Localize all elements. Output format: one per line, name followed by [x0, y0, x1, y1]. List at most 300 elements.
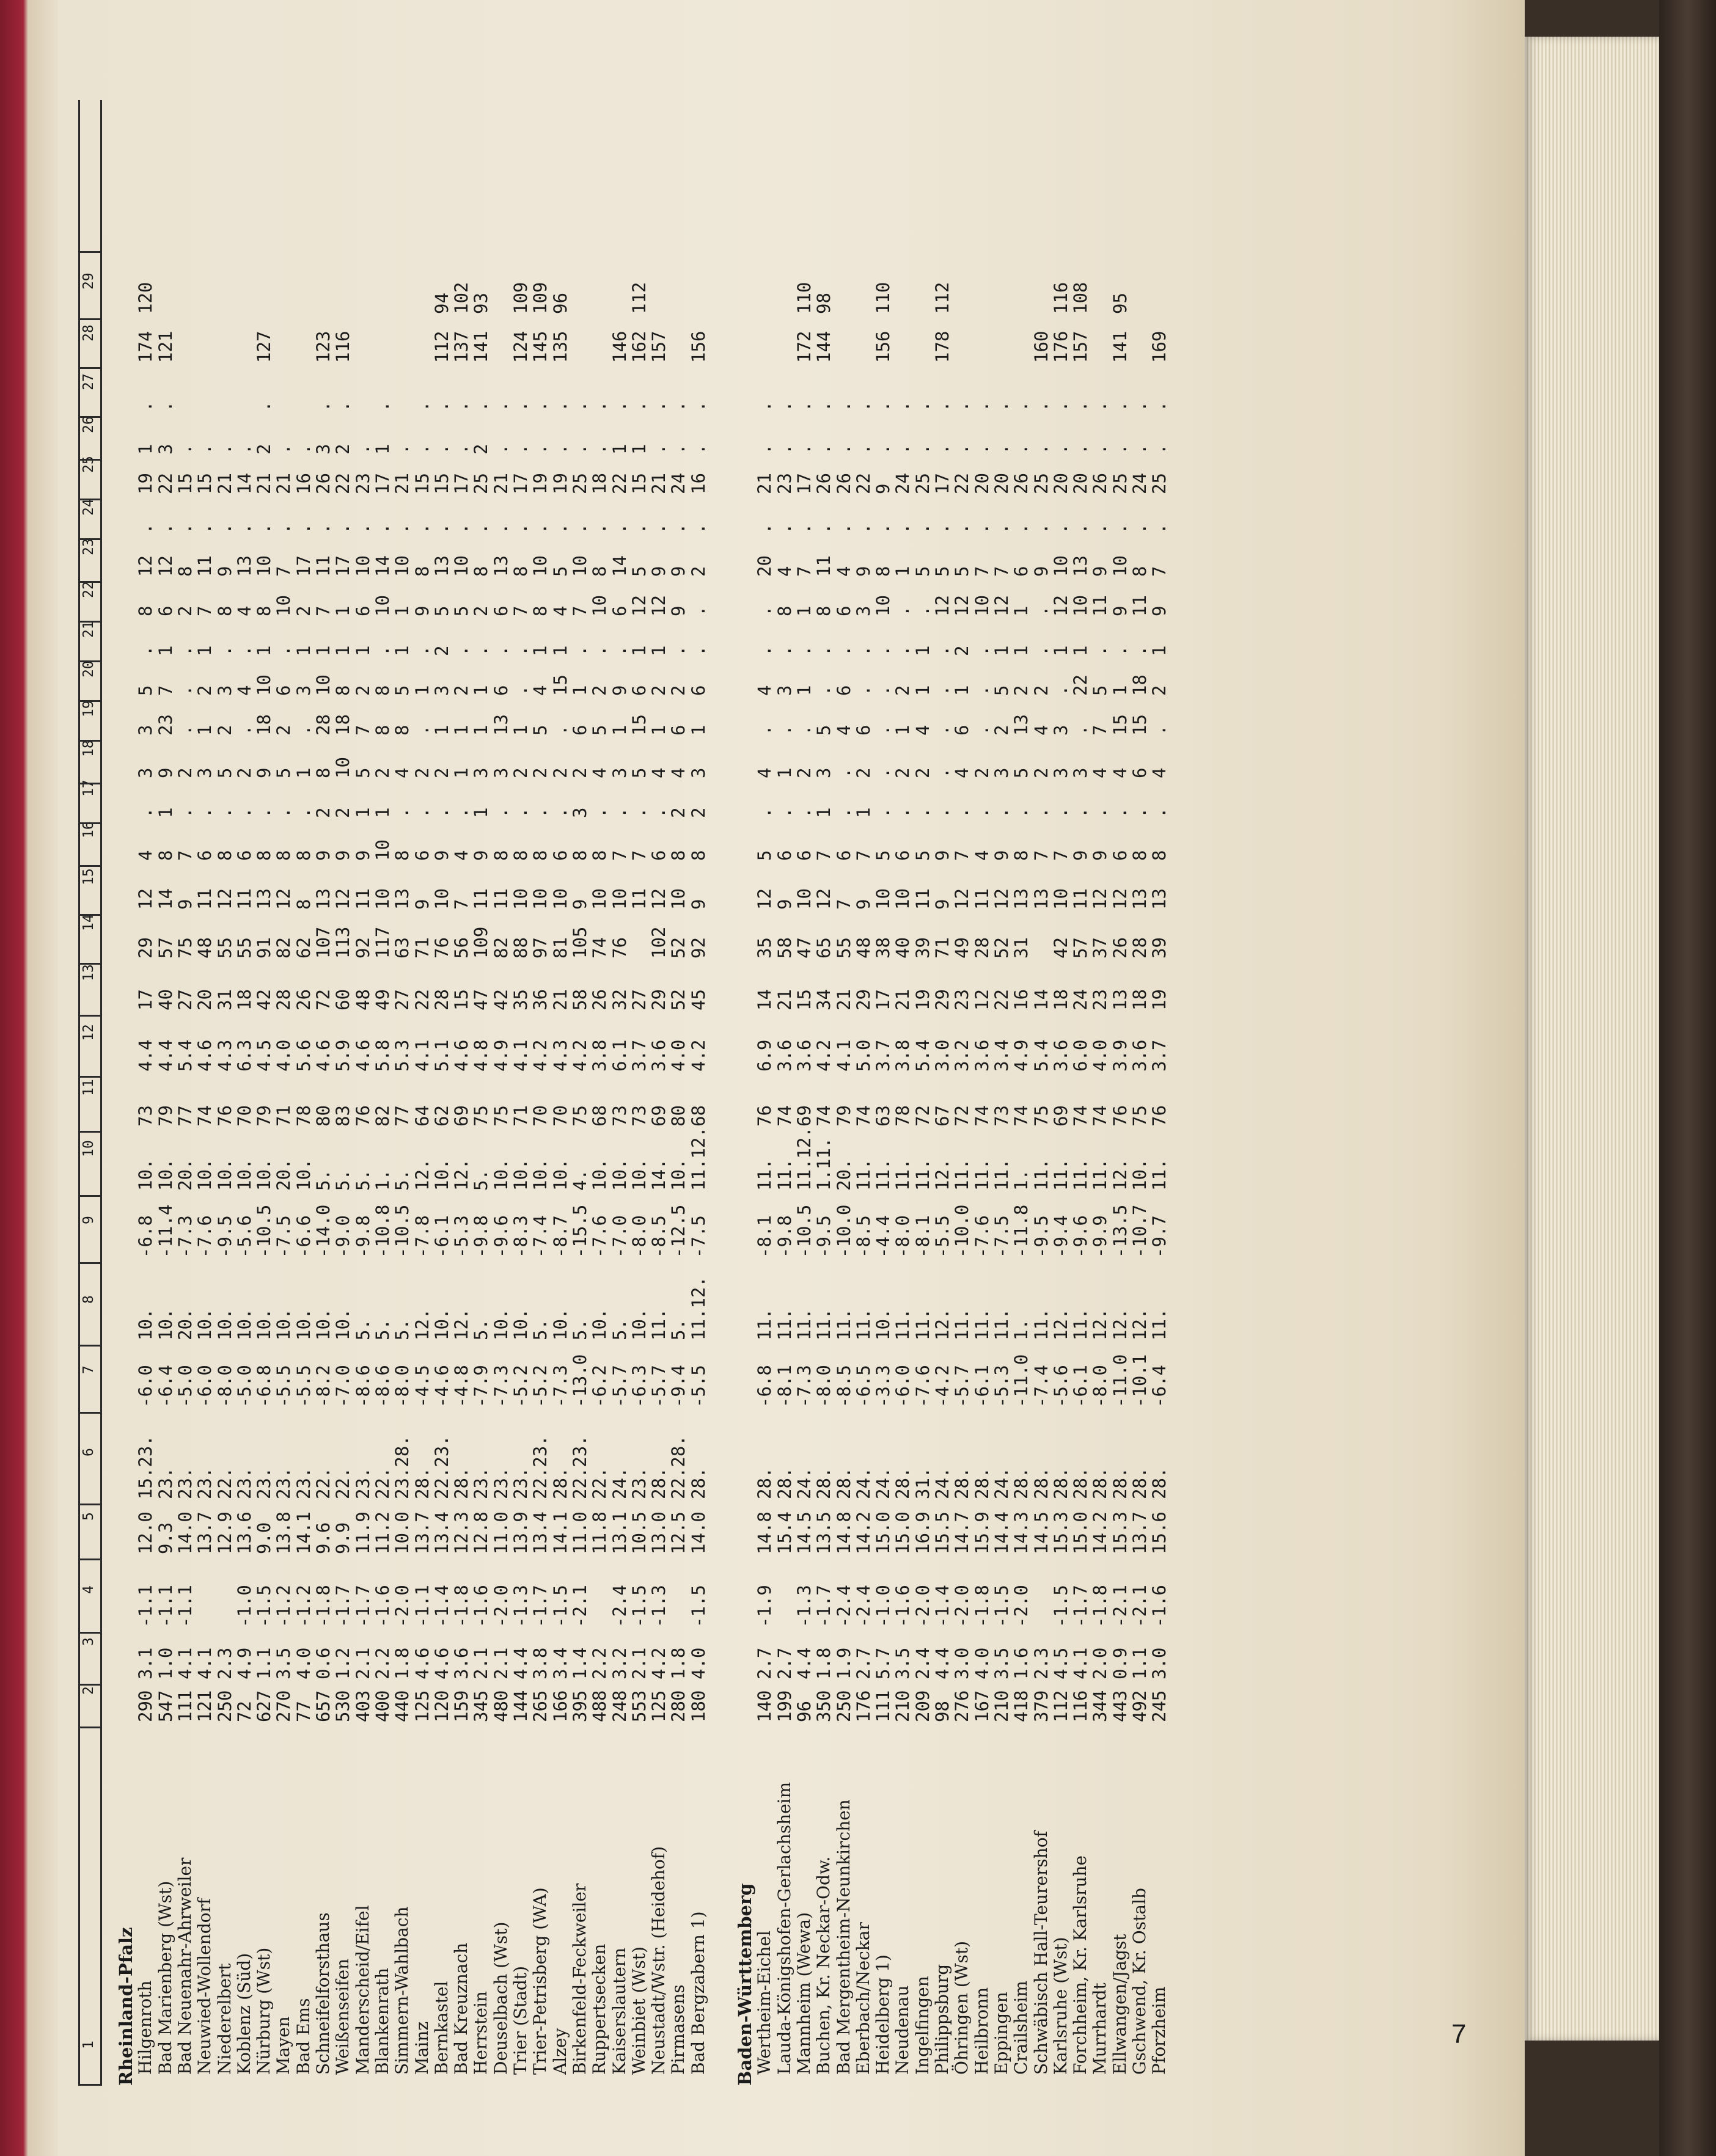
table-cell: 6	[793, 850, 815, 861]
table-cell: 1.1	[1129, 1647, 1150, 1679]
header-divider	[78, 700, 100, 702]
table-cell: 1	[471, 725, 492, 736]
table-cell: 74	[589, 937, 610, 959]
table-cell: 10.	[510, 1158, 531, 1191]
table-cell: 1	[1149, 645, 1170, 656]
table-cell: 12.	[1109, 1158, 1131, 1191]
table-cell: 11.	[1090, 1158, 1111, 1191]
table-cell: .	[628, 807, 650, 818]
table-cell: 3	[293, 685, 314, 696]
table-cell: 8	[589, 850, 610, 861]
table-cell: .	[530, 401, 551, 412]
column-header: 14	[81, 914, 97, 931]
header-divider	[78, 581, 100, 583]
station-name: Trier-Petrisberg (WA)	[530, 1887, 551, 2075]
table-cell: 15	[174, 473, 196, 494]
table-cell: 2	[952, 645, 973, 656]
table-cell: 25	[1149, 473, 1170, 494]
table-cell: .	[932, 685, 953, 696]
table-cell: 5	[431, 605, 452, 616]
table-cell: 8	[135, 605, 156, 616]
table-cell: 28.	[952, 1467, 973, 1499]
table-cell: 10	[569, 555, 590, 577]
table-cell: 109	[471, 926, 492, 959]
table-cell: 4.6	[352, 1039, 373, 1072]
table-cell: 4.3	[214, 1039, 235, 1072]
table-cell: -7.3	[490, 1365, 512, 1408]
table-cell: 1	[155, 645, 176, 656]
station-name: Lauda-Königshofen-Gerlachsheim	[774, 1781, 794, 2075]
table-cell: -1.7	[332, 1585, 354, 1628]
table-cell: .	[688, 401, 709, 412]
table-cell: .	[451, 645, 472, 656]
table-cell: 26	[813, 473, 835, 494]
header-divider	[78, 2084, 100, 2086]
table-cell: 12.	[411, 1308, 433, 1340]
table-cell: 10	[392, 555, 413, 577]
table-cell: 15.3	[1109, 1511, 1131, 1554]
table-cell: 6	[952, 725, 973, 736]
table-cell: 11	[1070, 888, 1091, 910]
table-cell: 23.	[233, 1467, 255, 1499]
table-cell: 12	[971, 989, 992, 1010]
table-cell: -5.0	[174, 1365, 196, 1408]
table-cell: 10	[971, 595, 992, 616]
table-cell: -14.0	[313, 1204, 334, 1258]
table-cell: .	[754, 401, 776, 412]
table-cell: 7	[833, 899, 854, 910]
table-cell: 23	[352, 473, 373, 494]
header-divider	[78, 783, 100, 784]
table-cell: 2	[688, 807, 709, 818]
table-cell: 76	[754, 1105, 776, 1127]
table-cell: .	[1070, 523, 1091, 534]
table-cell: 1.	[1011, 1169, 1032, 1191]
table-cell: 10	[254, 555, 275, 577]
table-cell: 6	[155, 605, 176, 616]
table-cell: 15	[628, 473, 650, 494]
table-cell: 21	[214, 473, 235, 494]
table-cell: .	[1050, 401, 1071, 412]
table-cell: .	[254, 523, 275, 534]
table-cell: -9.7	[1149, 1215, 1170, 1258]
table-cell: 8	[873, 566, 894, 577]
table-cell: 3.4	[549, 1647, 571, 1679]
table-cell: 480	[490, 1690, 512, 1722]
table-cell: -1.4	[431, 1585, 452, 1628]
table-cell: -5.5	[932, 1215, 953, 1258]
station-name: Crailsheim	[1011, 1981, 1032, 2075]
table-cell: .	[1050, 685, 1071, 696]
table-cell: -1.6	[471, 1585, 492, 1628]
table-cell: 6	[774, 850, 795, 861]
table-cell: 245	[1149, 1690, 1170, 1722]
table-cell: .	[833, 444, 854, 455]
station-name: Eppingen	[991, 1992, 1011, 2075]
table-cell: 21	[648, 473, 670, 494]
table-cell: 5	[352, 767, 373, 778]
table-cell: .	[451, 401, 472, 412]
table-cell: 69	[648, 1105, 670, 1127]
table-cell: 3.0	[1149, 1647, 1170, 1679]
table-cell: 14	[372, 555, 393, 577]
table-cell: 2	[273, 725, 295, 736]
table-cell: 13	[254, 888, 275, 910]
table-cell: 9	[411, 899, 433, 910]
table-cell: .	[912, 605, 933, 616]
table-cell: .	[1050, 807, 1071, 818]
column-header: 18	[81, 740, 97, 757]
table-cell: 22.	[214, 1467, 235, 1499]
table-cell: 7	[1149, 566, 1170, 577]
table-cell: -1.0	[233, 1585, 255, 1628]
table-cell: 13.6	[233, 1511, 255, 1554]
table-cell: 29	[932, 989, 953, 1010]
table-cell: 10.	[589, 1158, 610, 1191]
table-cell: -1.7	[352, 1585, 373, 1628]
column-header: 9	[81, 1216, 97, 1224]
table-cell: .	[471, 645, 492, 656]
table-cell: 9	[313, 850, 334, 861]
table-cell: -7.5	[273, 1215, 295, 1258]
column-header: 17	[81, 780, 97, 797]
table-cell: 13	[490, 714, 512, 736]
table-cell: -1.4	[932, 1585, 953, 1628]
table-cell: 20	[1070, 473, 1091, 494]
table-cell: .	[853, 645, 874, 656]
table-cell: 12	[952, 595, 973, 616]
table-cell: 3	[1070, 767, 1091, 778]
table-cell: -1.5	[254, 1585, 275, 1628]
table-cell: 11.	[1030, 1158, 1052, 1191]
table-cell: 102	[451, 282, 472, 314]
table-cell: 105	[569, 926, 590, 959]
table-cell: 1	[332, 645, 354, 656]
table-cell: 77	[392, 1105, 413, 1127]
table-cell: -1.7	[1070, 1585, 1091, 1628]
table-cell: 63	[392, 937, 413, 959]
table-cell: -13.0	[569, 1354, 590, 1408]
table-cell: -4.4	[873, 1215, 894, 1258]
table-cell: -1.8	[971, 1585, 992, 1628]
table-cell: 110	[873, 282, 894, 314]
column-header: 11	[81, 1079, 97, 1096]
table-cell: .	[293, 523, 314, 534]
table-cell: 14	[754, 989, 776, 1010]
table-cell: 4.2	[648, 1647, 670, 1679]
table-cell: -8.5	[833, 1365, 854, 1408]
table-cell: .	[873, 767, 894, 778]
table-cell: 31	[214, 989, 235, 1010]
table-cell: 4	[912, 725, 933, 736]
table-cell: 1	[392, 605, 413, 616]
table-cell: 4.0	[273, 1039, 295, 1072]
table-cell: 4.0	[971, 1647, 992, 1679]
table-cell: 4.1	[833, 1039, 854, 1072]
table-cell: 22.28.	[668, 1435, 689, 1499]
table-cell: 57	[155, 937, 176, 959]
table-cell: 12.	[451, 1308, 472, 1340]
table-cell: 22	[609, 473, 630, 494]
table-cell: 110	[793, 282, 815, 314]
table-cell: -10.5	[254, 1204, 275, 1258]
header-divider	[78, 318, 100, 320]
station-name: Forchheim, Kr. Karlsruhe	[1070, 1855, 1091, 2075]
table-cell: 7	[352, 725, 373, 736]
table-cell: .	[1109, 444, 1131, 455]
table-cell: 2	[431, 645, 452, 656]
table-cell: 23.	[471, 1467, 492, 1499]
table-cell: .	[510, 444, 531, 455]
table-cell: 22	[332, 473, 354, 494]
table-cell: 6	[273, 685, 295, 696]
table-cell: 1	[648, 725, 670, 736]
page-number: 7	[1451, 2019, 1467, 2049]
table-cell: .	[668, 645, 689, 656]
table-cell: .	[1149, 807, 1170, 818]
station-name: Schwäbisch Hall-Teurershof	[1030, 1831, 1051, 2075]
station-name: Bad Ems	[293, 1998, 314, 2075]
table-cell: 7	[569, 605, 590, 616]
table-cell: 78	[892, 1105, 914, 1127]
table-cell: 28.	[833, 1467, 854, 1499]
column-header: 1	[81, 2041, 97, 2049]
table-cell: 112	[932, 282, 953, 314]
table-cell: -1.6	[892, 1585, 914, 1628]
header-divider	[78, 1262, 100, 1264]
table-cell: .	[688, 605, 709, 616]
table-cell: .	[332, 523, 354, 534]
table-cell: 10	[549, 888, 571, 910]
station-name: Heidelberg 1)	[873, 1954, 893, 2075]
table-cell: 2	[589, 685, 610, 696]
table-cell: 71	[932, 937, 953, 959]
table-cell: 8	[471, 566, 492, 577]
table-cell: 76	[609, 937, 630, 959]
table-cell: 4.9	[1011, 1039, 1032, 1072]
table-cell: 9	[648, 566, 670, 577]
table-cell: 6	[892, 850, 914, 861]
table-cell: .	[1090, 401, 1111, 412]
table-cell: 418	[1011, 1690, 1032, 1722]
header-divider	[78, 1195, 100, 1197]
table-cell: 10.	[431, 1158, 452, 1191]
table-cell: 5	[991, 685, 1012, 696]
table-cell: .	[932, 725, 953, 736]
station-name: Bad Neuenahr-Ahrweiler	[174, 1857, 195, 2075]
table-cell: -11.0	[1109, 1354, 1131, 1408]
table-cell: 2	[1030, 767, 1052, 778]
table-cell: 21	[892, 989, 914, 1010]
table-cell: 17	[932, 473, 953, 494]
table-cell: 15	[411, 473, 433, 494]
table-cell: 4.6	[194, 1039, 216, 1072]
table-cell: 74	[1011, 1105, 1032, 1127]
table-cell: 1.8	[668, 1647, 689, 1679]
table-cell: 11.	[774, 1158, 795, 1191]
table-cell: 7	[793, 566, 815, 577]
table-cell: .	[853, 401, 874, 412]
table-cell: 17	[510, 473, 531, 494]
table-cell: 17	[451, 473, 472, 494]
table-cell: 167	[971, 1690, 992, 1722]
table-cell: 3.6	[774, 1039, 795, 1072]
table-cell: 35	[510, 989, 531, 1010]
column-header: 15	[81, 868, 97, 885]
table-cell: 3	[609, 767, 630, 778]
table-cell: 6	[490, 685, 512, 696]
table-cell: 2	[668, 685, 689, 696]
table-cell: 10.	[293, 1158, 314, 1191]
table-cell: 10.	[873, 1308, 894, 1340]
table-cell: 3.6	[451, 1647, 472, 1679]
table-cell: 7	[155, 685, 176, 696]
table-cell: 13.9	[510, 1511, 531, 1554]
column-header: 16	[81, 821, 97, 838]
table-cell: 28.	[688, 1467, 709, 1499]
table-cell: .	[1109, 523, 1131, 534]
table-cell: .	[194, 807, 216, 818]
table-cell: .	[293, 725, 314, 736]
table-cell: 4	[1149, 767, 1170, 778]
table-cell: 111	[174, 1690, 196, 1722]
table-cell: .	[971, 725, 992, 736]
station-name: Hilgenroth	[135, 1980, 156, 2075]
station-name: Bad Mergentheim-Neunkirchen	[833, 1799, 854, 2075]
table-cell: 18	[1050, 989, 1071, 1010]
table-cell: 2.1	[628, 1647, 650, 1679]
header-divider	[78, 1345, 100, 1347]
table-cell: 10.	[510, 1308, 531, 1340]
table-cell: 1	[609, 444, 630, 455]
table-cell: -1.9	[754, 1585, 776, 1628]
table-cell: 21	[254, 473, 275, 494]
table-cell: .	[991, 444, 1012, 455]
table-cell: .	[392, 523, 413, 534]
table-cell: -6.5	[853, 1365, 874, 1408]
table-cell: 16.9	[912, 1511, 933, 1554]
table-cell: 2	[372, 767, 393, 778]
table-cell: 11.	[754, 1308, 776, 1340]
table-cell: 146	[609, 331, 630, 363]
table-cell: -8.5	[853, 1215, 874, 1258]
table-cell: 80	[668, 1105, 689, 1127]
table-cell: 8	[372, 725, 393, 736]
table-cell: .	[510, 807, 531, 818]
table-cell: .	[155, 401, 176, 412]
table-cell: 8	[1129, 566, 1150, 577]
table-cell: 1	[293, 767, 314, 778]
table-cell: .	[1070, 444, 1091, 455]
table-cell: 22.	[372, 1467, 393, 1499]
table-cell: 28.	[813, 1467, 835, 1499]
table-cell: 69	[1050, 1105, 1071, 1127]
table-cell: -10.8	[372, 1204, 393, 1258]
table-cell: .	[451, 444, 472, 455]
table-cell: .	[569, 523, 590, 534]
table-cell: 74	[1070, 1105, 1091, 1127]
table-cell: 8	[372, 685, 393, 696]
table-cell: 5	[451, 605, 472, 616]
table-cell: 3.0	[932, 1039, 953, 1072]
table-cell: 76	[431, 937, 452, 959]
table-cell: -7.6	[971, 1215, 992, 1258]
table-cell: 443	[1109, 1690, 1131, 1722]
table-cell: .	[813, 444, 835, 455]
table-cell: 9	[609, 685, 630, 696]
table-cell: 12	[991, 595, 1012, 616]
table-cell: 26	[1011, 473, 1032, 494]
table-cell: 12.	[932, 1308, 953, 1340]
table-cell: 10	[609, 888, 630, 910]
table-cell: -6.0	[892, 1365, 914, 1408]
table-cell: 10.	[549, 1158, 571, 1191]
table-cell: -9.8	[471, 1215, 492, 1258]
table-cell: 23.	[194, 1467, 216, 1499]
header-divider	[78, 822, 100, 824]
station-name: Weinbiet (Wst)	[628, 1946, 649, 2075]
column-header: 3	[81, 1637, 97, 1646]
table-cell: .	[254, 401, 275, 412]
table-cell: 11	[471, 888, 492, 910]
table-cell: -6.3	[628, 1365, 650, 1408]
table-cell: 7	[971, 566, 992, 577]
table-cell: 93	[471, 293, 492, 314]
table-cell: 11	[1129, 595, 1150, 616]
table-cell: 21	[774, 989, 795, 1010]
table-cell: 28	[431, 989, 452, 1010]
section-title: Baden-Württemberg	[735, 1883, 755, 2086]
table-cell: 10	[254, 674, 275, 696]
table-cell: 10	[668, 888, 689, 910]
table-cell: 18	[1129, 989, 1150, 1010]
table-cell: 65	[813, 937, 835, 959]
table-cell: 52	[991, 937, 1012, 959]
table-cell: 24.	[991, 1467, 1012, 1499]
table-cell: 1	[155, 807, 176, 818]
table-cell: .	[589, 401, 610, 412]
table-cell: 24.	[932, 1467, 953, 1499]
table-cell: -1.2	[293, 1585, 314, 1628]
table-cell: 3	[135, 767, 156, 778]
table-cell: 4.5	[254, 1039, 275, 1072]
table-cell: 3	[313, 444, 334, 455]
table-cell: 25	[1030, 473, 1052, 494]
table-cell: 29	[648, 989, 670, 1010]
table-cell: 88	[510, 937, 531, 959]
table-cell: -1.3	[648, 1585, 670, 1628]
table-cell: 11.	[833, 1308, 854, 1340]
table-cell: 10.	[549, 1308, 571, 1340]
table-cell: .	[1070, 725, 1091, 736]
table-cell: 40	[155, 989, 176, 1010]
table-cell: 2	[1030, 685, 1052, 696]
table-cell: .	[892, 645, 914, 656]
table-cell: 92	[688, 937, 709, 959]
table-cell: 9	[254, 767, 275, 778]
station-name: Alzey	[549, 2028, 570, 2075]
table-cell: 31	[1011, 937, 1032, 959]
table-cell: 6.1	[609, 1039, 630, 1072]
table-cell: 10.	[628, 1158, 650, 1191]
header-divider	[78, 963, 100, 965]
table-cell: 23.	[174, 1467, 196, 1499]
table-cell: 82	[490, 937, 512, 959]
table-cell: .	[233, 807, 255, 818]
table-cell: .	[873, 401, 894, 412]
table-cell: 52	[668, 937, 689, 959]
table-cell: 9	[853, 566, 874, 577]
